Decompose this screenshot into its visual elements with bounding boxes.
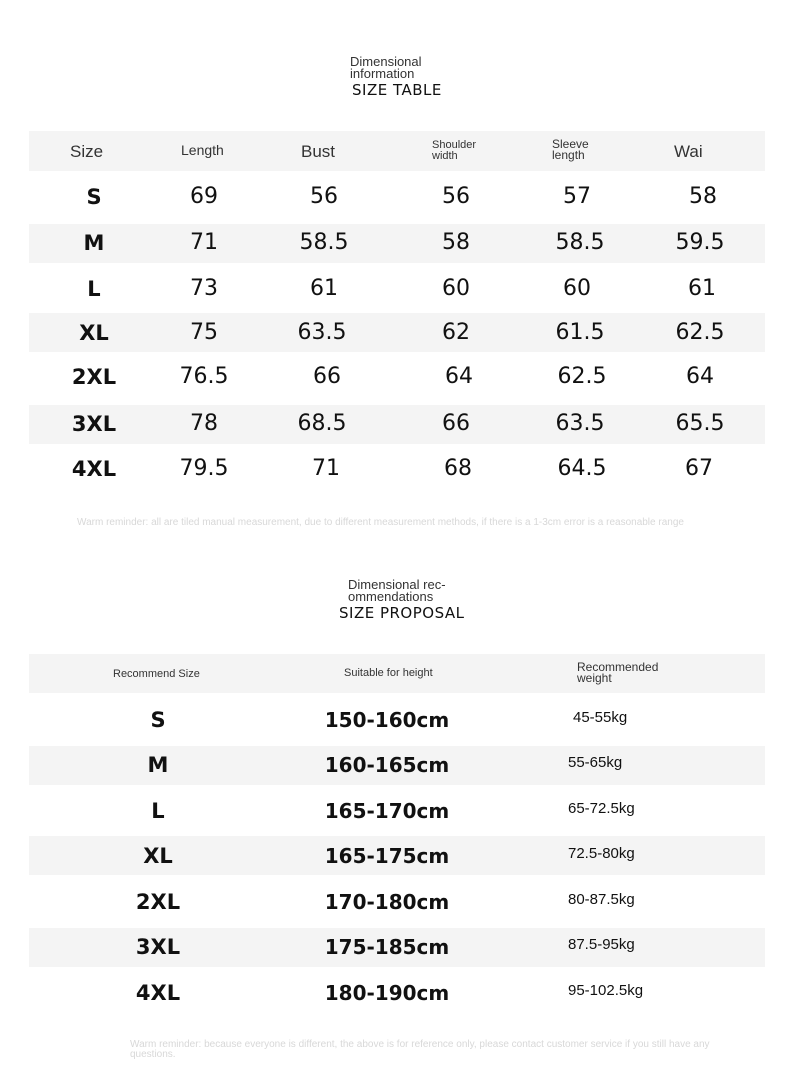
cell-waist: 61 [688,276,716,301]
header-sleeve-line1: Sleeve [552,137,589,151]
size-proposal-title: SIZE PROPOSAL [339,604,465,622]
cell-length: 75 [190,320,218,345]
proposal-height: 165-175cm [324,844,450,868]
cell-size: L [87,277,101,301]
header-shoulder-line2: width [432,150,458,162]
table-row [0,175,790,219]
cell-waist: 58 [689,184,717,209]
cell-length: 69 [190,184,218,209]
list-item [0,789,790,833]
header-weight-line1: Recommended [577,660,659,674]
proposal-weight: 87.5-95kg [568,936,635,953]
cell-sleeve: 63.5 [555,411,605,436]
header-suitable-height: Suitable for height [344,667,433,679]
proposal-size: L [151,799,165,823]
size-proposal-note: Warm reminder: because everyone is different, the above is for reference only, please contact customer service if you still have any questions. [130,1039,710,1060]
cell-bust: 66 [313,364,341,389]
table-row [0,355,790,399]
header-sleeve-line2: length [552,148,585,162]
table-row [0,221,790,265]
list-item [0,971,790,1015]
proposal-weight: 45-55kg [573,709,628,726]
cell-sleeve: 57 [563,184,591,209]
cell-waist: 62.5 [675,320,725,345]
header-weight-line2: weight [577,671,612,685]
proposal-weight: 72.5-80kg [568,845,635,862]
header-recommend-size: Recommend Size [113,668,200,680]
header-length: Length [181,142,224,158]
proposal-height: 175-185cm [324,935,450,959]
cell-bust: 61 [310,276,338,301]
proposal-size: 4XL [135,981,181,1005]
proposal-size: 3XL [135,935,181,959]
cell-sleeve: 61.5 [555,320,605,345]
cell-sleeve: 60 [563,276,591,301]
cell-size: 2XL [71,365,117,389]
cell-shoulder: 56 [442,184,470,209]
header-size: Size [70,142,104,161]
header-sleeve-length [552,139,589,161]
list-item [0,880,790,924]
cell-shoulder: 68 [444,456,472,481]
cell-bust: 56 [310,184,338,209]
header-waist: Wai [674,142,703,161]
cell-shoulder: 64 [445,364,473,389]
cell-length: 76.5 [179,364,229,389]
proposal-size: M [147,753,169,777]
cell-shoulder: 62 [442,320,470,345]
table-row [0,267,790,311]
cell-sleeve: 58.5 [555,230,605,255]
header-shoulder-line1: Shoulder [432,139,477,151]
table-row [0,402,790,446]
cell-shoulder: 58 [442,230,470,255]
cell-length: 73 [190,276,218,301]
proposal-weight: 80-87.5kg [568,891,635,908]
cell-sleeve: 62.5 [557,364,607,389]
cell-size: M [83,231,105,255]
proposal-height: 170-180cm [324,890,450,914]
header-bust: Bust [301,142,336,161]
list-item [0,834,790,878]
table-row [0,311,790,355]
proposal-weight: 95-102.5kg [568,982,644,999]
cell-bust: 71 [312,456,340,481]
proposal-height: 165-170cm [324,799,450,823]
proposal-height: 180-190cm [324,981,450,1005]
proposal-size: XL [143,844,173,868]
size-table-subtitle: Dimensional information [350,54,422,81]
header-recommended-weight [577,662,658,684]
list-item [0,743,790,787]
cell-bust: 58.5 [299,230,349,255]
cell-waist: 67 [685,456,713,481]
cell-size: XL [79,321,109,345]
proposal-height: 150-160cm [324,708,450,732]
cell-length: 79.5 [179,456,229,481]
cell-bust: 68.5 [297,411,347,436]
size-proposal-subtitle: Dimensional rec-ommendations [348,577,446,604]
proposal-weight: 65-72.5kg [568,800,635,817]
size-table-note: Warm reminder: all are tiled manual measurement, due to different measurement methods, if there is a 1-3cm error is a reasonable range [77,517,684,528]
proposal-size: 2XL [135,890,181,914]
cell-size: S [86,185,102,209]
cell-waist: 65.5 [675,411,725,436]
cell-waist: 59.5 [675,230,725,255]
cell-length: 78 [190,411,218,436]
cell-sleeve: 64.5 [557,456,607,481]
cell-shoulder: 66 [442,411,470,436]
proposal-weight: 55-65kg [568,754,623,771]
proposal-height: 160-165cm [324,753,450,777]
cell-size: 3XL [71,412,117,436]
list-item [0,925,790,969]
size-table-header-band [29,131,765,171]
size-table-title: SIZE TABLE [352,81,442,99]
proposal-size: S [150,708,166,732]
list-item [0,698,790,742]
table-row [0,447,790,491]
cell-waist: 64 [686,364,714,389]
cell-shoulder: 60 [442,276,470,301]
cell-size: 4XL [71,457,117,481]
cell-bust: 63.5 [297,320,347,345]
header-shoulder-width [432,140,476,162]
cell-length: 71 [190,230,218,255]
